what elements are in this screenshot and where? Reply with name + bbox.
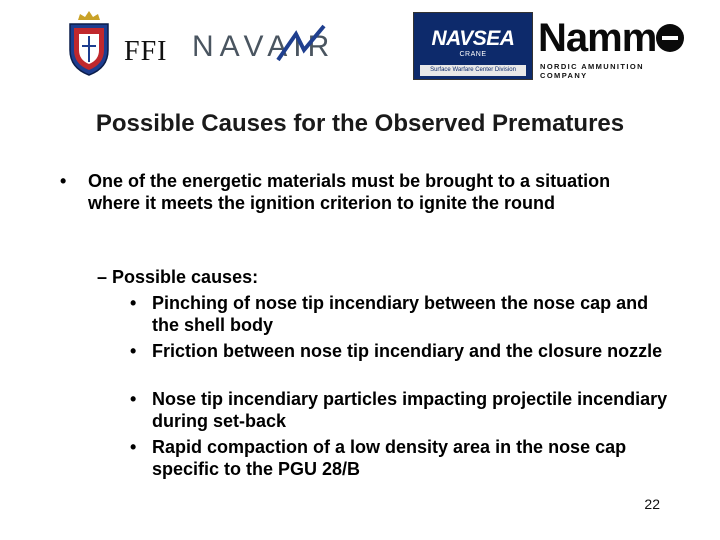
bullet-icon: • — [130, 389, 137, 409]
cause-item — [130, 388, 670, 432]
navair-logo — [192, 20, 392, 70]
navsea-logo-division: Surface Warfare Center Division — [420, 65, 526, 76]
nammo-o-icon — [656, 24, 684, 52]
cause-text: Pinching of nose tip incendiary between the nose cap and the shell body — [152, 293, 649, 335]
nammo-logo-name: Namm — [538, 16, 657, 60]
sub-heading: – Possible causes: — [97, 267, 259, 287]
bullet-icon: • — [130, 341, 137, 361]
nammo-logo — [538, 16, 688, 78]
ffi-logo-text: FFI — [124, 36, 168, 67]
main-bullet-text: One of the energetic materials must be brought to a situation where it meets the ignition criterion to ignite the round — [88, 171, 611, 213]
cause-item — [130, 340, 670, 362]
logo-bar — [0, 0, 720, 90]
bullet-icon: • — [130, 293, 137, 313]
cause-text: Friction between nose tip incendiary and the closure nozzle — [152, 341, 663, 361]
bullet-icon: • — [60, 171, 67, 191]
bullet-icon: • — [130, 437, 137, 457]
navsea-logo-name: NAVSEA — [431, 27, 515, 50]
main-bullet — [60, 170, 660, 214]
cause-text: Rapid compaction of a low density area in the nose cap specific to the PGU 28/B — [152, 437, 627, 479]
navair-logo-text: NAVAIR — [192, 30, 336, 63]
page-number: 22 — [644, 496, 660, 512]
nammo-logo-tagline: NORDIC AMMUNITION COMPANY — [540, 62, 644, 80]
cause-text: Nose tip incendiary particles impacting projectile incendiary during set-back — [152, 389, 668, 431]
cause-item — [130, 436, 670, 480]
navsea-logo — [413, 12, 533, 80]
navsea-logo-crane: CRANE — [459, 51, 487, 58]
slide-title: Possible Causes for the Observed Prematures — [95, 110, 625, 137]
ffi-crest-icon — [66, 10, 112, 76]
cause-item — [130, 292, 670, 336]
